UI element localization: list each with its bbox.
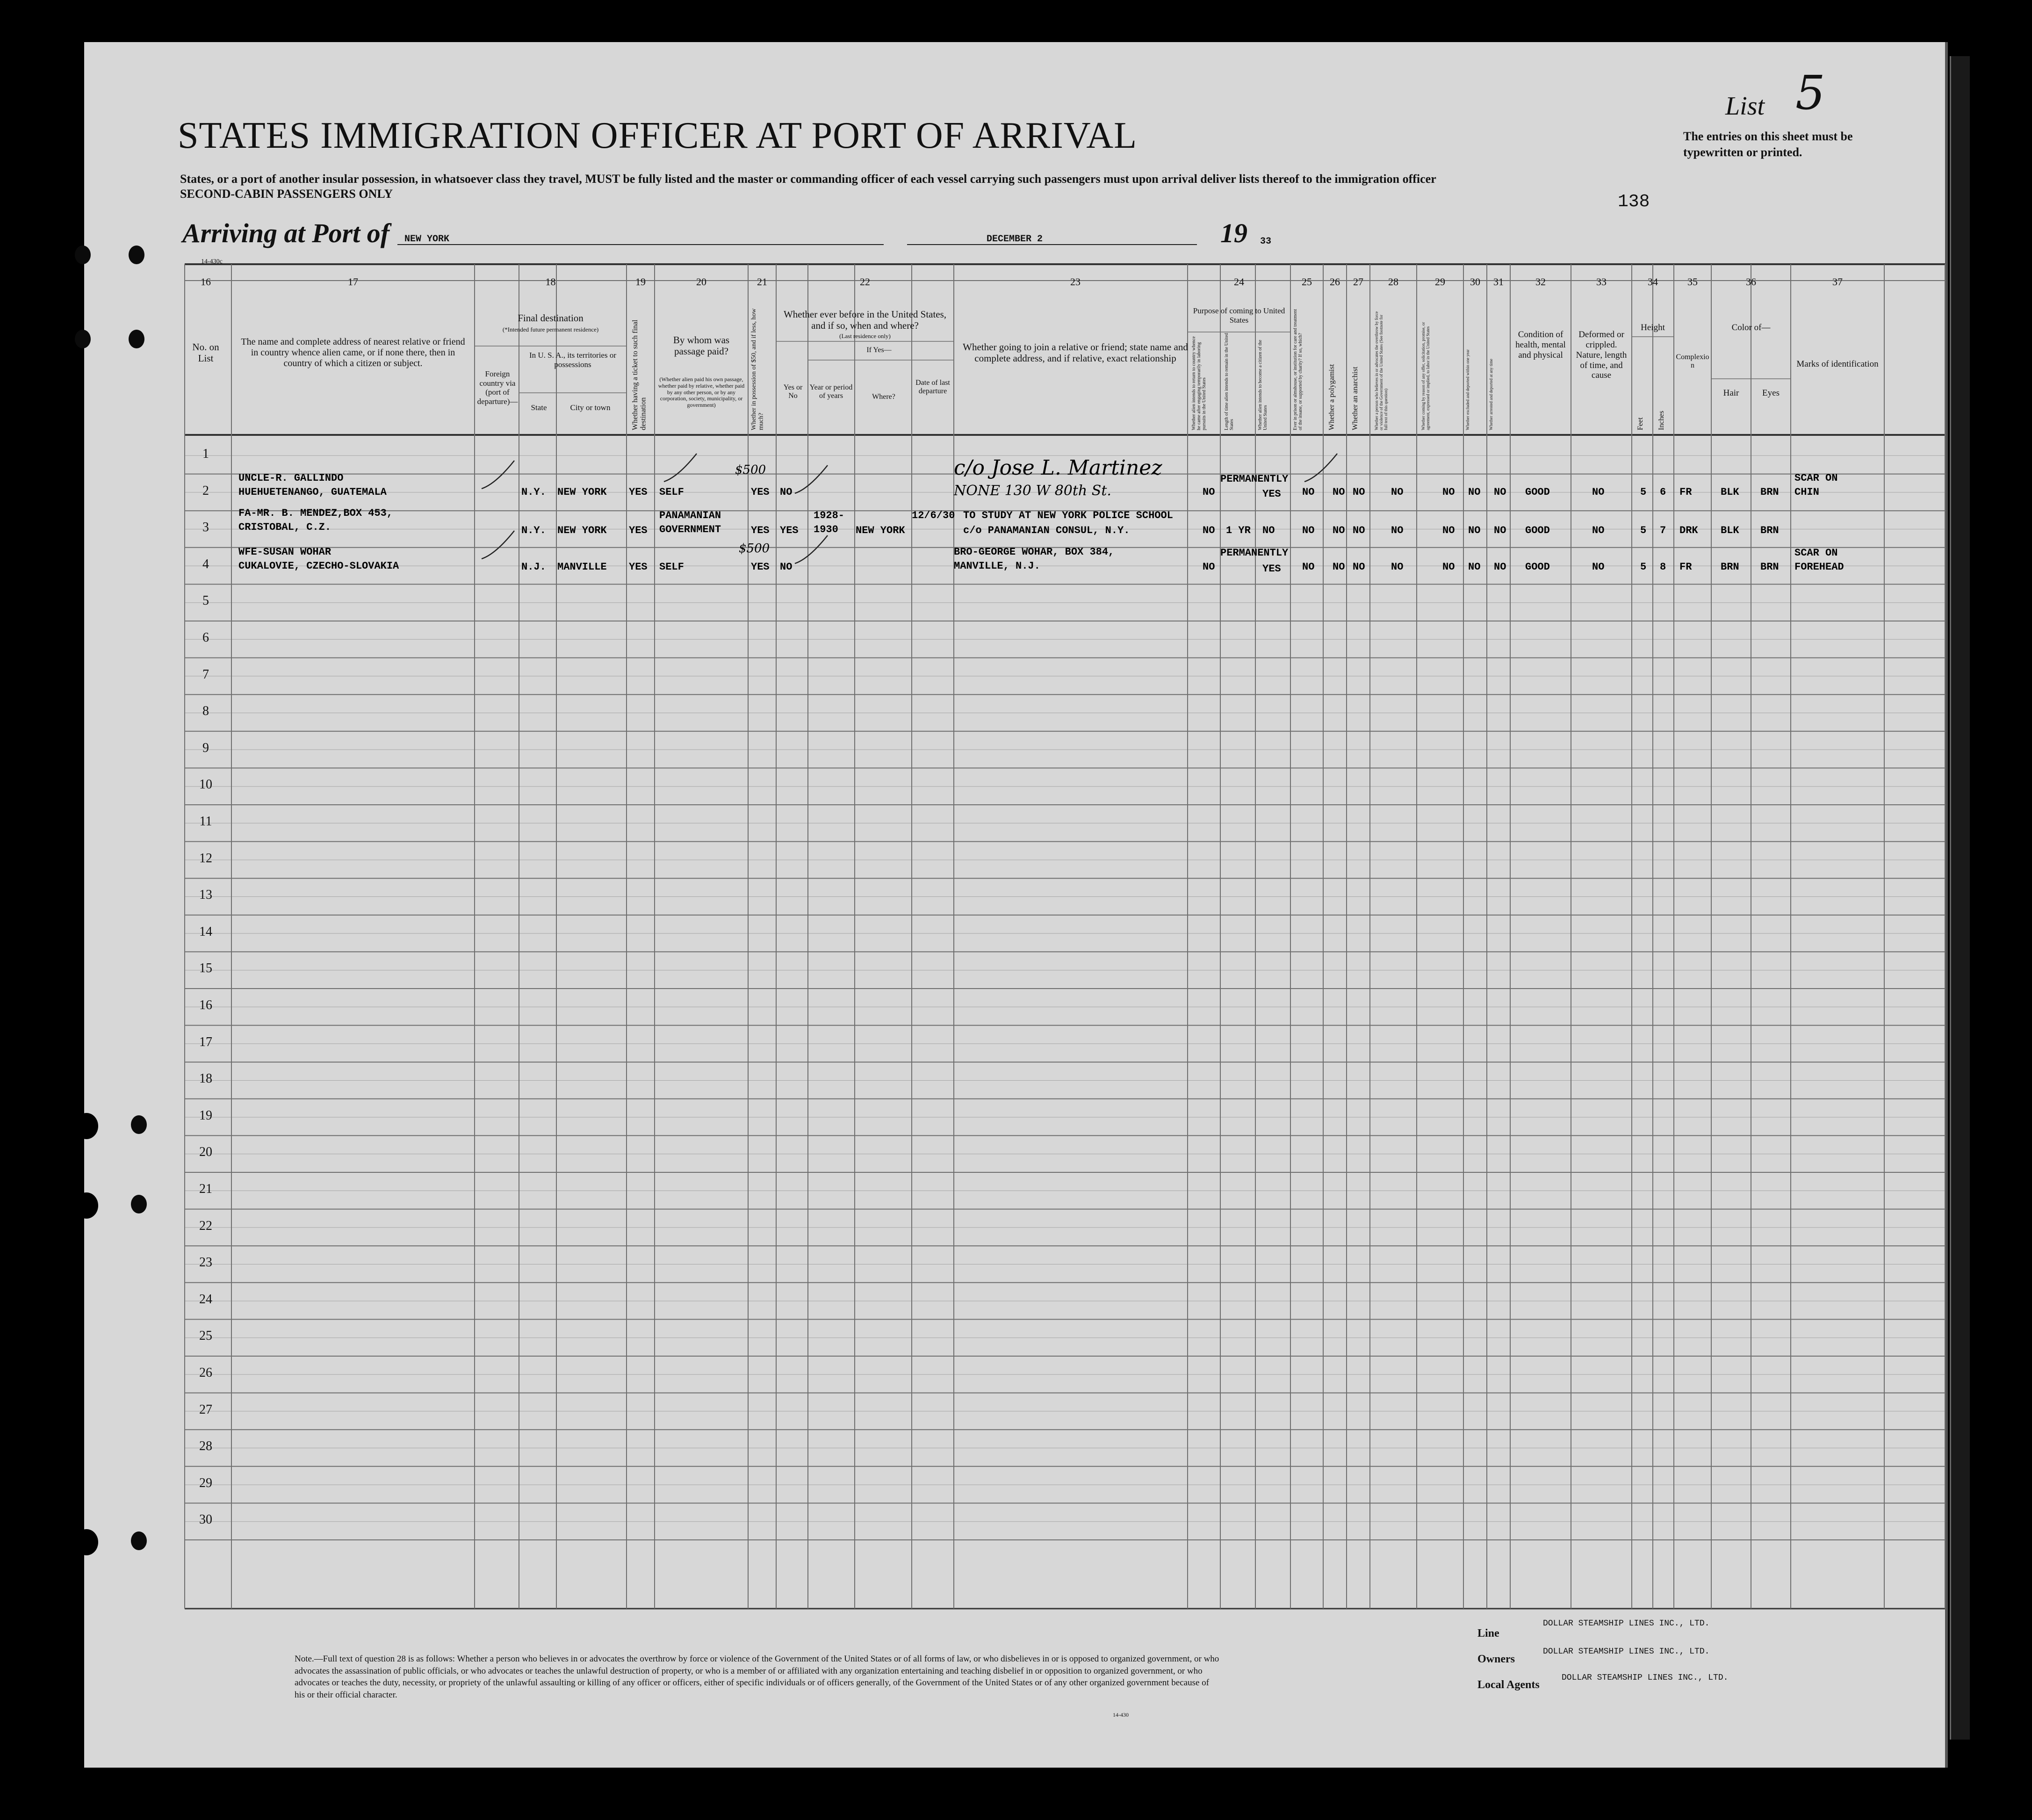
entry-q26: NO [1333,525,1345,536]
entry-q26: NO [1333,486,1345,498]
entry-departure: 12/6/30 [912,510,955,521]
row-number: 1 [202,447,209,461]
entry-eyes: BRN [1760,561,1779,573]
entry-relative: CUKALOVIE, CZECHO-SLOVAKIA [238,560,399,572]
heading-ticket: Whether having a ticket to such final destination [631,319,648,430]
entry-purpose: PERMANENTLY [1220,547,1289,559]
entry-joining: TO STUDY AT NEW YORK POLICE SCHOOL [963,510,1173,521]
column-number: 24 [1234,276,1244,288]
entry-purpose-a: NO [1203,525,1215,536]
row-number: 17 [199,1034,212,1049]
entry-before: NO [780,561,793,573]
heading-joining: Whether going to join a relative or friend; state name and complete address, and if relative, exact relationship [963,341,1188,364]
owners-value: DOLLAR STEAMSHIP LINES INC., LTD. [1543,1647,1710,1656]
entry-deformed: NO [1592,561,1605,573]
entry-marks-line2: FOREHEAD [1794,561,1844,573]
row-number: 5 [202,593,209,608]
entry-marks-line1: SCAR ON [1794,472,1838,484]
entry-possession: YES [751,486,770,498]
column-number: 22 [860,276,870,288]
entry-q29: NO [1442,486,1455,498]
agents-label: Local Agents [1477,1679,1540,1691]
entry-paid-by: SELF [659,561,684,573]
entry-q31: NO [1494,525,1506,536]
heading-purpose-c: Whether alien intends to become a citizen of the United States [1258,339,1268,430]
entry-marks-line1: SCAR ON [1794,547,1838,559]
year-suffix: 33 [1260,236,1272,247]
column-number: 20 [696,276,706,288]
entry-state: N.Y. [521,525,546,536]
heading-year-period: Year or period of years [809,383,853,400]
entry-year: 1928- [814,510,845,521]
column-number: 18 [545,276,556,288]
heading-foreign-country: Foreign country via (port of departure)— [477,369,518,406]
entry-hair: BRN [1721,561,1739,573]
row-number: 16 [199,998,212,1012]
row-number: 8 [202,704,209,719]
entry-q29: NO [1442,525,1455,536]
row-number: 11 [199,814,212,829]
heading-height: Height [1641,323,1665,332]
heading-last-residence: (Last residence only) [839,332,891,339]
entry-complexion: DRK [1679,525,1698,536]
entry-feet: 5 [1640,486,1647,498]
entry-before: YES [780,525,799,536]
column-number: 32 [1535,276,1546,288]
entry-q27: NO [1353,525,1365,536]
column-number: 34 [1648,276,1658,288]
entry-joining: BRO-GEORGE WOHAR, BOX 384, [954,546,1115,558]
entry-joining: MANVILLE, N.J. [954,560,1040,572]
check-mark [795,465,828,493]
entry-inches: 6 [1660,486,1666,498]
entry-joining: c/o Jose L. Martinez [954,456,1162,480]
entry-purpose-a: NO [1203,561,1215,573]
entry-purpose-c: YES [1262,563,1281,575]
row-number: 10 [199,777,212,792]
entry-inches: 8 [1660,561,1666,573]
row-number: 22 [199,1218,212,1233]
entry-complexion: FR [1679,561,1692,573]
row-number: 13 [199,888,212,903]
heading-coming-by-reason: Whether coming by reason of any offer, solicitation, promise, or agreement, expressed or implied, to labor in the United States [1421,322,1430,430]
row-number: 9 [202,740,209,755]
entry-before: NO [780,486,793,498]
column-number: 30 [1470,276,1480,288]
entry-city: MANVILLE [557,561,607,573]
entry-joining: NONE 130 W 80th St. [954,483,1111,499]
entry-condition: GOOD [1525,561,1550,573]
entry-paid-by: GOVERNMENT [659,524,721,535]
row-number: 23 [199,1255,212,1270]
row-number: 2 [202,483,209,498]
row-number: 4 [202,556,209,571]
entry-state: N.Y. [521,486,546,498]
heading-possession: Whether in possession of $50, and if less, how much? [750,308,765,430]
entry-purpose: PERMANENTLY [1220,473,1289,485]
arriving-label: Arriving at Port of [182,218,390,248]
entry-deformed: NO [1592,486,1605,498]
entry-q27: NO [1353,561,1365,573]
column-number: 33 [1596,276,1607,288]
entry-purpose-c: YES [1262,488,1281,500]
row-number: 27 [199,1402,212,1417]
heading-by-whom: By whom was passage paid? [673,334,730,357]
row-number: 15 [199,961,212,976]
heading-if-yes: If Yes— [866,346,892,354]
column-number: 28 [1388,276,1398,288]
heading-inches: Inches [1657,411,1665,430]
row-number: 24 [199,1292,212,1307]
heading-condition: Condition of health, mental and physical [1515,330,1566,360]
heading-city: City or town [570,403,611,412]
heading-complexion: Complexion [1676,353,1709,370]
heading-deformed: Deformed or crippled. Nature, length of time, and cause [1576,330,1627,381]
entry-q31: NO [1494,561,1506,573]
row-number: 20 [199,1145,212,1160]
row-number: 21 [199,1182,212,1196]
entry-hair: BLK [1721,525,1739,536]
check-mark [795,535,828,563]
entry-feet: 5 [1640,525,1647,536]
year-prefix: 19 [1220,218,1247,248]
entry-paid-by: SELF [659,486,684,498]
entry-q28: NO [1391,561,1404,573]
entry-relative: HUEHUETENANGO, GUATEMALA [238,486,387,498]
entry-q31: NO [1494,486,1506,498]
entry-year: 1930 [814,524,838,535]
row-number: 26 [199,1365,212,1380]
column-number: 37 [1832,276,1843,288]
entry-q25: NO [1302,525,1315,536]
entry-q30: NO [1468,561,1481,573]
entry-money: $500 [739,542,770,556]
date-value: DECEMBER 2 [987,234,1043,245]
heading-anarchist: Whether an anarchist [1351,367,1359,430]
entry-state: N.J. [521,561,546,573]
heading-feet: Feet [1636,417,1644,430]
row-number: 6 [202,630,209,645]
entry-purpose-length: 1 YR [1226,525,1251,536]
port-value: NEW YORK [404,234,450,245]
heading-yes-no: Yes or No [783,383,803,400]
entry-condition: GOOD [1525,525,1550,536]
row-number: 28 [199,1439,212,1454]
column-number: 25 [1302,276,1312,288]
heading-hair: Hair [1723,388,1739,398]
column-number: 36 [1746,276,1756,288]
form-code: 14-430c [201,258,223,265]
agents-value: DOLLAR STEAMSHIP LINES INC., LTD. [1562,1673,1729,1683]
column-number: 17 [348,276,358,288]
entry-money: $500 [735,463,766,477]
column-number: 31 [1493,276,1504,288]
row-number: 30 [199,1512,212,1527]
heading-excluded: Whether excluded and deported within one year [1465,349,1470,430]
entry-ticket: YES [629,561,648,573]
entry-complexion: FR [1679,486,1692,498]
heading-final-destination-note: (*Intended future permanent residence) [502,326,599,333]
entry-relative: CRISTOBAL, C.Z. [238,521,331,533]
entry-ticket: YES [629,486,648,498]
typed-note: The entries on this sheet must be typewritten or printed. [1683,130,1853,159]
heading-ever-before: Whether ever before in the United States, and if so, when and where? [783,309,947,332]
entry-relative: WFE-SUSAN WOHAR [238,546,331,558]
entry-q30: NO [1468,525,1481,536]
line-label: Line [1477,1627,1499,1639]
entry-q29: NO [1442,561,1455,573]
heading-polygamist: Whether a polygamist [1328,364,1336,430]
page-title: STATES IMMIGRATION OFFICER AT PORT OF ARRIVAL [178,115,1137,156]
heading-overthrow: Whether a person who believes in or advocates the overthrow by force or violence of the Government of the United States (See footnote for full text of this question) [1374,311,1388,430]
heading-purpose-b: Length of time alien intends to remain in the United States [1224,332,1234,430]
column-number: 26 [1330,276,1340,288]
entry-where: NEW YORK [856,525,905,536]
column-number: 27 [1353,276,1363,288]
check-mark [1304,454,1337,482]
entry-joining: c/o PANAMANIAN CONSUL, N.Y. [963,525,1130,536]
heading-color-of: Color of— [1731,323,1771,332]
heading-purpose-a: Whether alien intends to return to country whence he came after engaging temporarily in laboring pursuits in the United States [1191,336,1207,430]
entry-q27: NO [1353,486,1365,498]
heading-eyes: Eyes [1762,388,1780,398]
heading-marks: Marks of identification [1796,359,1879,369]
entry-relative: UNCLE-R. GALLINDO [238,472,344,484]
entry-paid-by: PANAMANIAN [659,510,721,521]
entry-deformed: NO [1592,525,1605,536]
row-number: 12 [199,851,212,866]
footnote: Note.—Full text of question 28 is as follows: Whether a person who believes in or advocates the overthrow by force or violence of the Government of the United States or of all forms of law, or who disbelieves in or is opposed to organized government, or who advocates the assassination of public officials, or who advocates or teaches the unlawful destruction of property, or who is a member of or affiliated with any organization entertaining and teaching disbelief in or opposition to organized government, or who advocates or teaches the duty, necessity, or propriety of the unlawful assaulting or killing of any officer or officers, either of specific individuals or of officers generally, of the Government of the United States or of any other organized government because of his or their official character. [295,1654,1219,1700]
row-number: 7 [202,667,209,682]
heading-final-destination: Final destination [518,312,584,324]
entry-eyes: BRN [1760,525,1779,536]
entry-condition: GOOD [1525,486,1550,498]
entry-possession: YES [751,561,770,573]
entry-eyes: BRN [1760,486,1779,498]
check-mark [482,531,514,559]
entry-q26: NO [1333,561,1345,573]
cabin-class: SECOND-CABIN PASSENGERS ONLY [180,187,393,201]
heading-no-on-list: No. on List [192,341,219,364]
entry-q25: NO [1302,486,1315,498]
row-number: 3 [202,520,209,535]
heading-purpose: Purpose of coming to United States [1193,306,1285,325]
row-number: 25 [199,1329,212,1343]
entry-hair: BLK [1721,486,1739,498]
entry-city: NEW YORK [557,525,607,536]
line-value: DOLLAR STEAMSHIP LINES INC., LTD. [1543,1619,1710,1628]
entry-q30: NO [1468,486,1481,498]
heading-prison: Ever in prison or almshouse, or institution for care and treatment of the insane, or supported by charity? If so, which? [1293,309,1303,430]
column-number: 16 [201,276,211,288]
sheet-number: 138 [1618,192,1650,212]
check-mark [664,454,697,482]
list-number: 5 [1795,65,1825,120]
row-number: 29 [199,1475,212,1490]
heading-nearest-relative: The name and complete address of nearest relative or friend in country whence alien came, or if none there, then in country of which a citizen or subject. [241,337,465,368]
row-number: 18 [199,1071,212,1086]
entry-purpose-c: NO [1262,525,1275,536]
entry-q28: NO [1391,525,1404,536]
entry-relative: FA-MR. B. MENDEZ,BOX 453, [238,507,393,519]
heading-in-usa: In U. S. A., its territories or possessions [529,351,617,369]
entry-feet: 5 [1640,561,1647,573]
heading-date-departure: Date of last departure [915,379,950,396]
row-number: 14 [199,924,212,939]
entry-ticket: YES [629,525,648,536]
entry-city: NEW YORK [557,486,607,498]
heading-where: Where? [872,393,895,401]
row-number: 19 [199,1108,212,1123]
owners-label: Owners [1477,1653,1515,1665]
heading-state: State [531,403,547,412]
entry-q28: NO [1391,486,1404,498]
entry-marks-line2: CHIN [1794,486,1819,498]
entry-q25: NO [1302,561,1315,573]
column-number: 21 [757,276,767,288]
heading-by-whom-note: (Whether alien paid his own passage, whether paid by relative, whether paid by any other person, or by any corporation, society, municipality, or government) [658,376,745,409]
entry-possession: YES [751,525,770,536]
column-number: 29 [1435,276,1445,288]
list-label: List [1725,92,1765,121]
column-number: 35 [1687,276,1698,288]
column-number: 23 [1070,276,1081,288]
footer-form-code: 14-430 [1113,1712,1129,1718]
heading-arrested: Whether arrested and deported at any time [1489,359,1493,430]
column-number: 19 [635,276,646,288]
entry-inches: 7 [1660,525,1666,536]
entry-purpose-a: NO [1203,486,1215,498]
check-mark [482,461,514,489]
instructions: States, or a port of another insular possession, in whatsoever class they travel, MUST be fully listed and the master or commanding officer of each vessel carrying such passengers must upon arrival deliver lists thereof to the immigration officer [180,172,1436,186]
